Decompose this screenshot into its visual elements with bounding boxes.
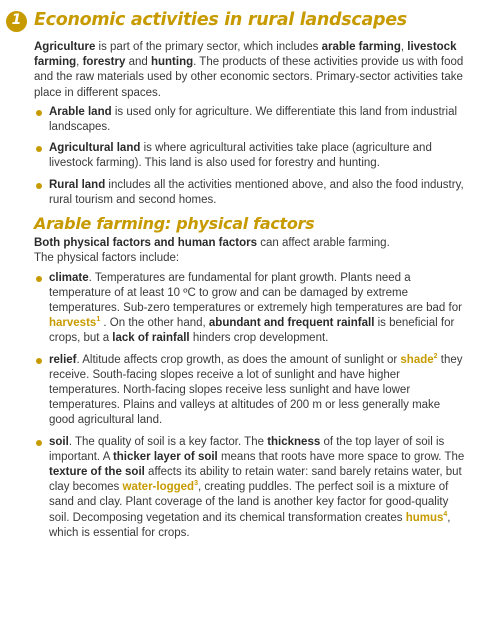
term-relief: relief [49, 353, 77, 366]
factors-intro [34, 236, 467, 266]
bold-text: texture of the soil [49, 466, 145, 479]
text: The physical factors include: [34, 252, 180, 265]
intro-paragraph [34, 40, 467, 101]
text: . Temperatures are fundamental for plant growth. Plants need a temperature of at least 10 ºC to grow and can be damaged by extreme temperatures. Sub-zero temperatures or extremely high temperatures are bad for [49, 271, 462, 315]
list-item [6, 105, 467, 135]
text: . The products of these activities provide us with food and the raw materials used by other economic sectors. Primary-sector activities take place in different spaces. [34, 56, 464, 99]
bold-text: abundant and frequent rainfall [208, 317, 375, 330]
term-forestry: forestry [82, 56, 126, 69]
intro-bold: Both physical factors and human factors [34, 237, 258, 250]
term-agriculture: Agriculture [34, 41, 96, 53]
term-arable-farming: arable farming [321, 41, 401, 53]
term-soil: soil [49, 435, 69, 448]
glossary-link-water-logged[interactable]: water-logged [122, 481, 195, 494]
glossary-link-humus[interactable]: humus [405, 511, 444, 524]
text: means that roots have more space to grow. The [217, 450, 465, 463]
text: . On the other hand, [100, 317, 209, 330]
text: is part of the primary sector, which includes [95, 41, 322, 53]
list-item [6, 141, 467, 171]
text: affects its ability to retain water: sand barely retains water, but clay becomes [49, 466, 462, 494]
text: hinders crop development. [189, 332, 329, 345]
footnote-marker: 2 [433, 352, 438, 360]
footnote-marker: 3 [194, 480, 198, 488]
land-types-list [6, 105, 467, 208]
term-livestock-farming: livestock farming [34, 41, 457, 69]
text: is where agricultural activities take place (agriculture and livestock farming). This land is also used for forestry and hunting. [49, 142, 432, 170]
section-number-badge: 1 [6, 11, 27, 32]
factor-climate [6, 271, 467, 347]
text: includes all the activities mentioned above, and also the food industry, rural tourism and second homes. [49, 178, 464, 206]
factor-relief [6, 353, 467, 429]
list-item [6, 178, 467, 208]
text: is beneficial for crops, but a [49, 317, 455, 345]
factor-soil [6, 435, 467, 541]
term-agricultural-land: Agricultural land [49, 142, 141, 155]
text: can affect arable farming. [257, 237, 390, 250]
text: , [400, 41, 408, 53]
text: . The quality of soil is a key factor. The [68, 435, 268, 448]
term-arable-land: Arable land [49, 105, 112, 118]
footnote-marker: 1 [96, 316, 101, 324]
section-title: Economic activities in rural landscapes [34, 10, 407, 31]
footnote-marker: 4 [443, 510, 448, 518]
bold-text: lack of rainfall [112, 332, 190, 345]
text: they receive. South-facing slopes receive a lot of sunlight and have higher temperatures. North-facing slopes receive less sunlight and have lower temperatures. Plains and valleys at altitudes of 200 m or less generally make good agricultural land. [49, 353, 463, 427]
glossary-link-harvests[interactable]: harvests [49, 317, 97, 330]
physical-factors-list [6, 271, 467, 541]
term-rural-land: Rural land [49, 178, 106, 191]
text: of the top layer of soil is important. A [49, 435, 445, 463]
subsection-title: Arable farming: physical factors [34, 214, 315, 234]
term-climate: climate [49, 271, 89, 284]
section-header [6, 6, 467, 36]
glossary-link-shade[interactable]: shade [400, 353, 434, 366]
text: and [125, 56, 151, 69]
text: , [76, 56, 83, 69]
text: is used only for agriculture. We differentiate this land from industrial landscapes. [49, 105, 458, 134]
bold-text: thickness [267, 435, 321, 448]
text: , which is essential for crops. [49, 511, 451, 539]
term-hunting: hunting [150, 56, 194, 69]
bold-text: thicker layer of soil [112, 450, 218, 463]
text: . Altitude affects crop growth, as does the amount of sunlight or [76, 353, 401, 366]
text: , creating puddles. The perfect soil is a mixture of sand and clay. Plant coverage of the land is another key factor for good-quality soil. Decomposing vegetation and its chemical transformation creates [49, 481, 449, 524]
